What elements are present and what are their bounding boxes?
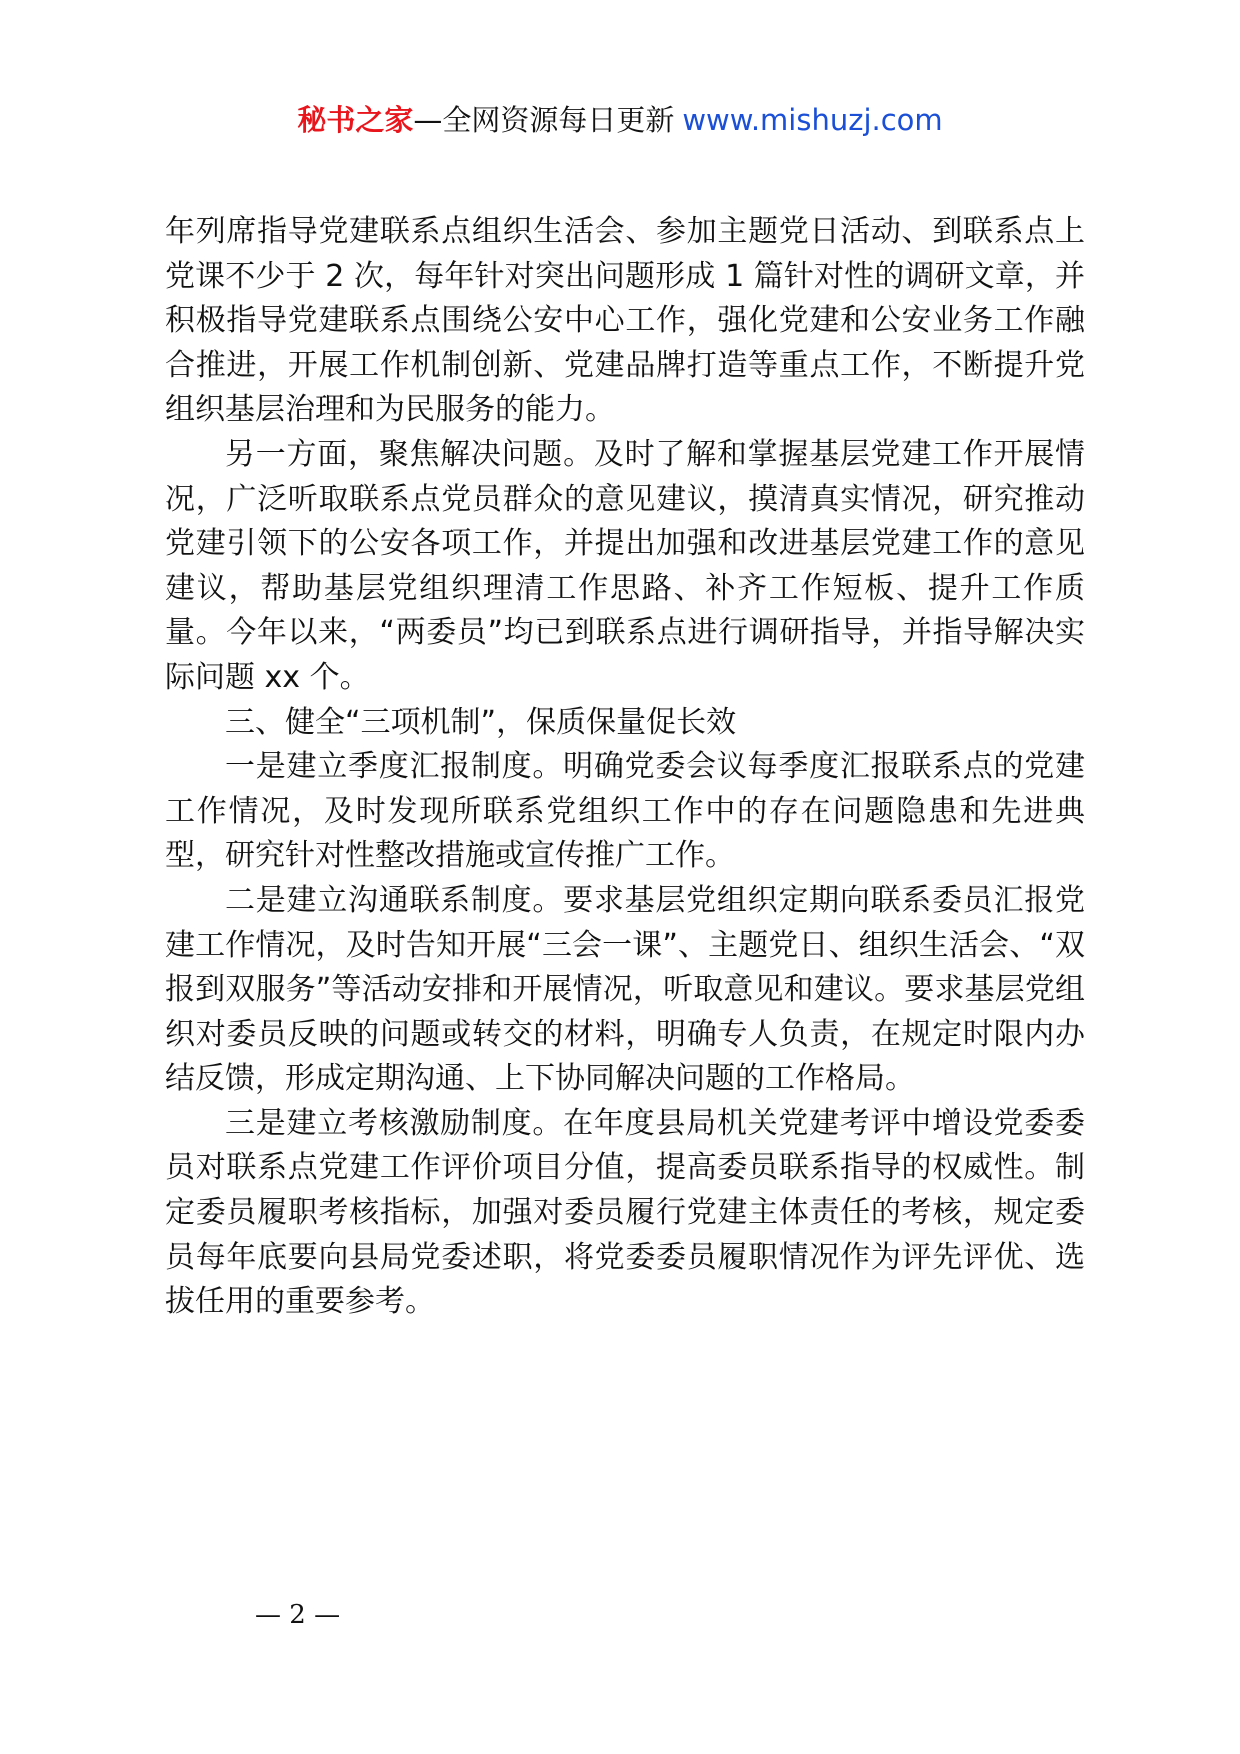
- paragraph: 三是建立考核激励制度。在年度县局机关党建考评中增设党委委员对联系点党建工作评价项目分值，提高委员联系指导的权威性。制定委员履职考核指标，加强对委员履行党建主体责任的考核，规定委员每年底要向县局党委述职，将党委委员履职情况作为评先评优、选拔任用的重要参考。: [165, 1105, 1085, 1320]
- paragraph: 另一方面，聚焦解决问题。及时了解和掌握基层党建工作开展情况，广泛听取联系点党员群众的意见建议，摸清真实情况，研究推动党建引领下的公安各项工作，并提出加强和改进基层党建工作的意见建议，帮助基层党组织理清工作思路、补齐工作短板、提升工作质量。今年以来，“两委员”均已到联系点进行调研指导，并指导解决实际问题 xx 个。: [165, 436, 1085, 695]
- document-body: [165, 210, 1085, 1325]
- paragraph-continuation: 年列席指导党建联系点组织生活会、参加主题党日活动、到联系点上党课不少于 2 次，每年针对突出问题形成 1 篇针对性的调研文章，并积极指导党建联系点围绕公安中心工作，强化党建和公安业务工作融合推进，开展工作机制创新、党建品牌打造等重点工作，不断提升党组织基层治理和为民服务的能力。: [165, 214, 1085, 428]
- site-slogan: 全网资源每日更新: [442, 103, 675, 137]
- site-url-link[interactable]: www.mishuzj.com: [682, 103, 943, 137]
- site-header: [0, 100, 1240, 140]
- section-heading: 三、健全“三项机制”，保质保量促长效: [225, 704, 737, 740]
- site-brand: 秘书之家: [297, 103, 414, 137]
- paragraph: 一是建立季度汇报制度。明确党委会议每季度汇报联系点的党建工作情况，及时发现所联系党组织工作中的存在问题隐患和先进典型，研究针对性整改措施或宣传推广工作。: [165, 749, 1085, 874]
- page-number: — 2 —: [255, 1600, 341, 1630]
- paragraph: 二是建立沟通联系制度。要求基层党组织定期向联系委员汇报党建工作情况，及时告知开展“三会一课”、主题党日、组织生活会、“双报到双服务”等活动安排和开展情况，听取意见和建议。要求基层党组织对委员反映的问题或转交的材料，明确专人负责，在规定时限内办结反馈，形成定期沟通、上下协同解决问题的工作格局。: [165, 882, 1085, 1097]
- header-dash: —: [413, 103, 443, 137]
